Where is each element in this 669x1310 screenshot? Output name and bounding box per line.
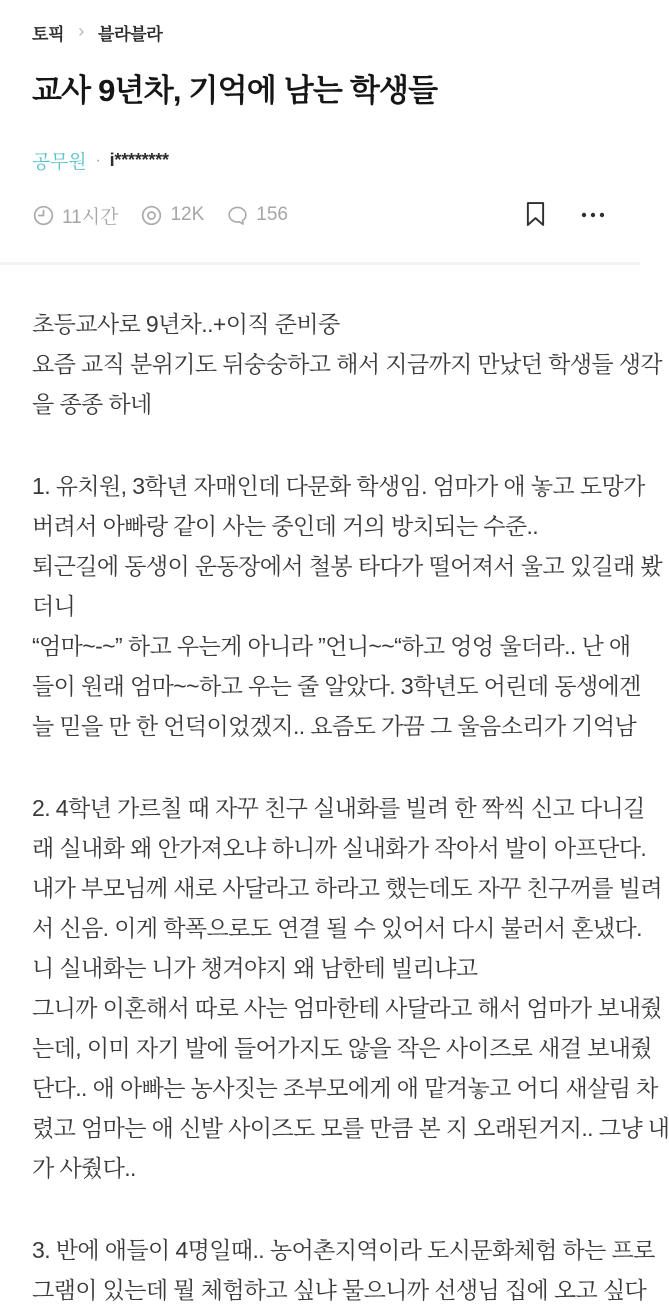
post-text-line: 는데, 이미 자기 발에 들어가지도 않을 작은 사이즈로 새걸 보내줬 (32, 1035, 652, 1061)
post-header (0, 0, 640, 228)
stat-views (140, 204, 204, 227)
breadcrumb-section[interactable]: 토픽 (32, 25, 65, 44)
post-paragraph (32, 788, 669, 1188)
post-text-line: 내가 부모님께 새로 사달라고 하라고 했는데도 자꾸 친구꺼를 빌려 (32, 875, 663, 901)
bookmark-icon (525, 201, 546, 230)
page-title: 교사 9년차, 기억에 남는 학생들 (32, 73, 438, 108)
post-text-line: 단다.. 애 아빠는 농사짓는 조부모에게 애 맡겨놓고 어디 새살림 차 (32, 1075, 658, 1101)
post-text-line: 퇴근길에 동생이 운동장에서 철봉 타다가 떨어져서 울고 있길래 봤 (32, 553, 663, 579)
views-icon (140, 204, 163, 227)
post-paragraph (32, 1230, 655, 1310)
stat-time (32, 202, 118, 229)
stat-time-value: 11시간 (62, 206, 119, 228)
post-text-line: 들이 원래 엄마~~하고 우는 줄 알았다. 3학년도 어린데 동생에겐 (32, 673, 641, 699)
post-text-line: 서 신음. 이게 학폭으로도 연결 될 수 있어서 다시 불러서 혼냈다. (32, 915, 642, 941)
bookmark-button[interactable] (525, 201, 546, 230)
author-company[interactable]: 공무원 (32, 152, 87, 173)
post-text-line: 니 실내화는 니가 챙겨야지 왜 남한테 빌리냐고 (32, 955, 478, 981)
post-paragraph (32, 304, 663, 424)
comment-icon (226, 204, 249, 227)
meta-row (32, 202, 608, 228)
post-text-line: 더니 (32, 593, 76, 619)
post-text-line: 2. 4학년 가르칠 때 자꾸 친구 실내화를 빌려 한 짝씩 신고 다니길 (32, 795, 645, 821)
clock-icon (32, 204, 55, 227)
stat-views-value: 12K (170, 204, 205, 225)
breadcrumb-topic[interactable]: 블라블라 (97, 25, 163, 44)
post-text-line: 렸고 엄마는 애 신발 사이즈도 모를 만큼 본 지 오래된거지.. 그냥 내 (32, 1115, 669, 1141)
post-text-line: 그니까 이혼해서 따로 사는 엄마한테 사달라고 해서 엄마가 보내줬 (32, 995, 663, 1021)
post-text-line: 그램이 있는데 뭘 체험하고 싶냐 물으니까 선생님 집에 오고 싶다 (32, 1277, 647, 1303)
breadcrumb (32, 20, 608, 45)
stat-comments-value: 156 (256, 204, 288, 225)
post-text-line: 요즘 교직 분위기도 뒤숭숭하고 해서 지금까지 만났던 학생들 생각 (32, 351, 663, 377)
post-text-line: 가 사줬다.. (32, 1155, 136, 1181)
post-text-line: “엄마~-~” 하고 우는게 아니라 ”언니~~“하고 엉엉 울더라.. 난 애 (32, 633, 631, 659)
post-stats (32, 202, 525, 229)
breadcrumb-separator-icon: › (78, 21, 84, 41)
post-text-line: 초등교사로 9년차..+이직 준비중 (32, 311, 340, 337)
post-text-line: 을 종종 하네 (32, 391, 152, 417)
post-text-line: 늘 믿을 만 한 언덕이었겠지.. 요즘도 가끔 그 울음소리가 기억남 (32, 713, 637, 739)
author-row (32, 147, 608, 174)
post-text-line: 버려서 아빠랑 같이 사는 중인데 거의 방치되는 수준.. (32, 513, 539, 539)
post-actions (525, 201, 608, 230)
post-text-line: 3. 반에 애들이 4명일때.. 농어촌지역이라 도시문화체험 하는 프로 (32, 1237, 655, 1263)
post-paragraph (32, 466, 663, 746)
more-ellipsis-icon (580, 208, 606, 223)
stat-comments[interactable] (226, 204, 288, 227)
more-button[interactable] (580, 208, 606, 223)
post-text-line: 래 실내화 왜 안가져오냐 하니까 실내화가 작아서 발이 아프단다. (32, 835, 647, 861)
post-body (0, 265, 669, 1310)
post-text-line: 1. 유치원, 3학년 자매인데 다문화 학생임. 엄마가 애 놓고 도망가 (32, 473, 645, 499)
author-id: i******** (109, 150, 169, 170)
author-separator: · (95, 151, 101, 169)
